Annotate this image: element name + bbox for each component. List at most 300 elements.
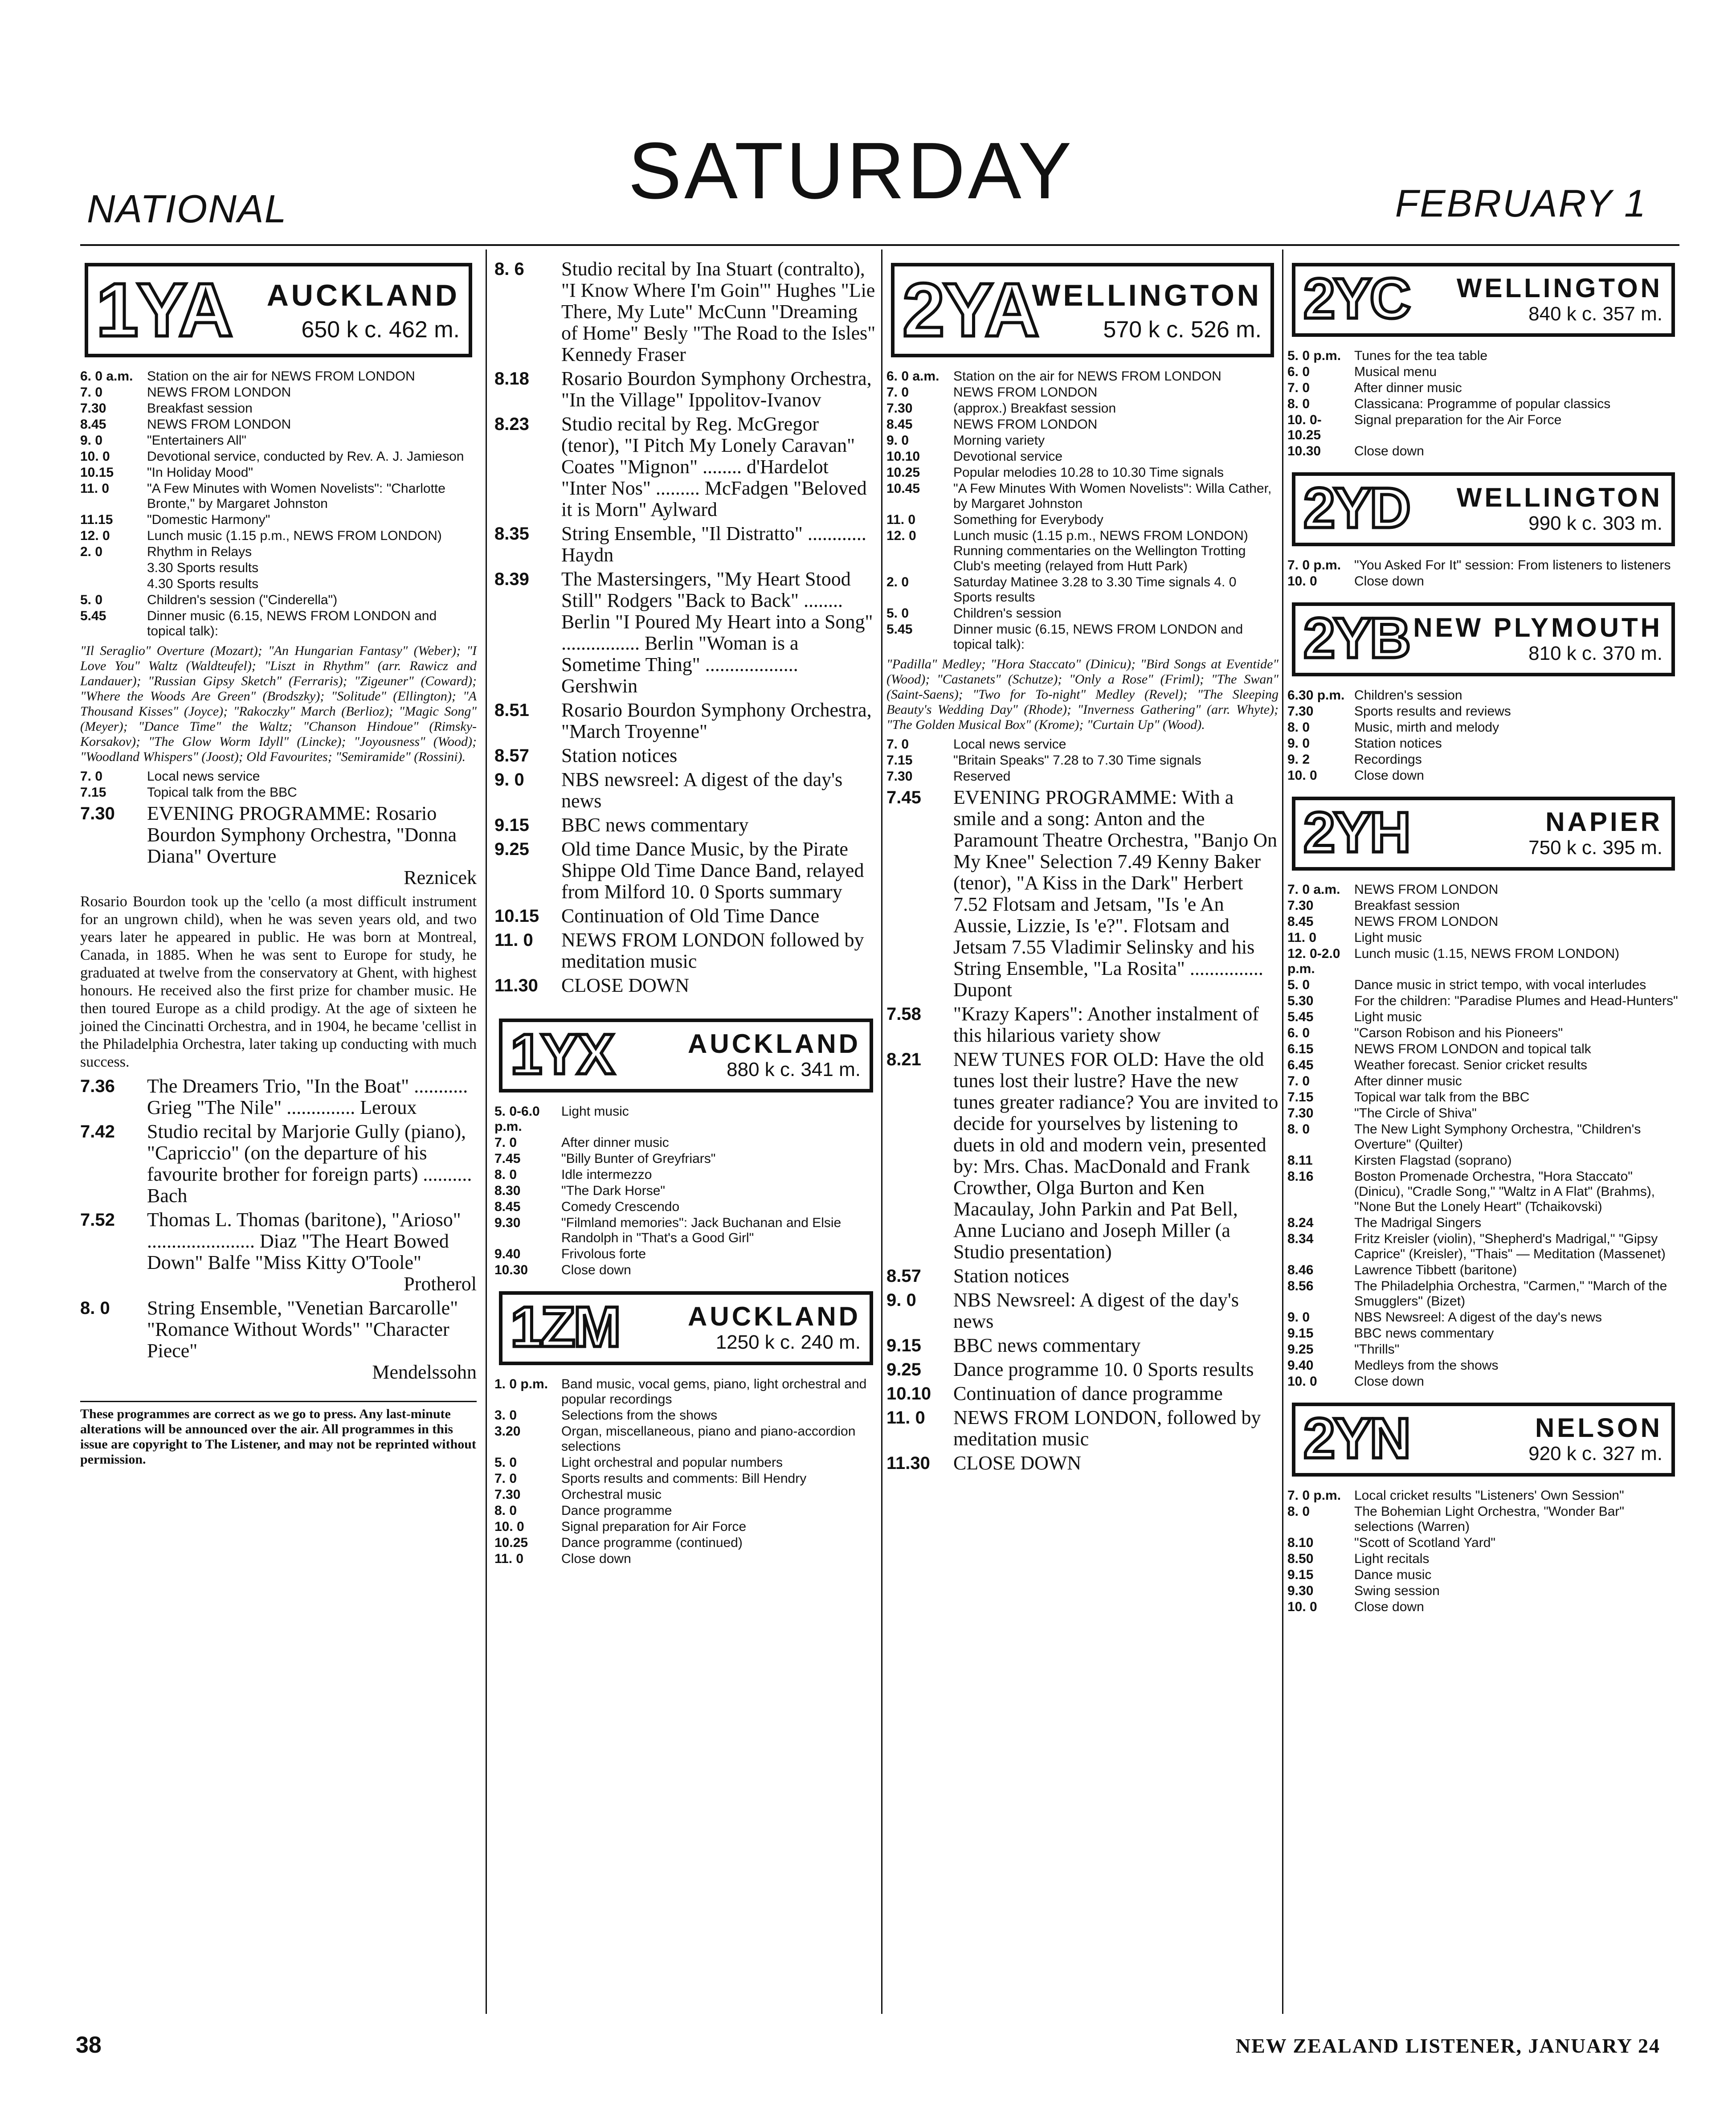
schedule-entry bbox=[886, 1452, 1279, 1474]
entry-text: Dance programme 10. 0 Sports results bbox=[953, 1358, 1254, 1380]
schedule-entry bbox=[886, 1265, 1279, 1287]
entry-text: Dance music bbox=[1354, 1567, 1432, 1582]
entry-text: Continuation of dance programme bbox=[953, 1383, 1223, 1404]
entry-text: After dinner music bbox=[561, 1135, 669, 1150]
entry-time: 8. 0 bbox=[1287, 720, 1310, 735]
entry-composer: Mendelssohn bbox=[372, 1361, 477, 1383]
station-call: 2YC bbox=[1303, 267, 1409, 331]
entry-text: Close down bbox=[561, 1551, 631, 1566]
entry-time: 11.30 bbox=[886, 1453, 930, 1473]
entry-time: 8.57 bbox=[494, 746, 529, 765]
schedule-entry bbox=[494, 1151, 878, 1166]
entry-text: Devotional service bbox=[953, 449, 1063, 464]
schedule-list bbox=[1287, 348, 1679, 459]
schedule-entry bbox=[1287, 1010, 1679, 1025]
schedule-entry bbox=[886, 528, 1279, 574]
entry-time: 9.25 bbox=[494, 839, 529, 859]
schedule-entry bbox=[886, 1407, 1279, 1450]
entry-text: BBC news commentary bbox=[561, 814, 749, 836]
schedule-entry bbox=[80, 528, 477, 544]
schedule-entry bbox=[886, 433, 1279, 448]
entry-time: 6.30 p.m. bbox=[1287, 688, 1345, 703]
entry-text: Lunch music (1.15, NEWS FROM LONDON) bbox=[1354, 946, 1620, 961]
entry-time: 10. 0 bbox=[1287, 1374, 1317, 1389]
schedule-entry bbox=[1287, 1310, 1679, 1325]
entry-time: 9.15 bbox=[1287, 1567, 1314, 1582]
entry-time: 8. 0 bbox=[1287, 397, 1310, 411]
entry-time: 5. 0-6.0 p.m. bbox=[494, 1104, 540, 1134]
entry-text: Studio recital by Reg. McGregor (tenor), "I Pitch My Lonely Caravan" Coates "Mignon" ........ d'Hardelot "Inter Nos" ......... McFadgen "Beloved it is Morn" Aylward bbox=[561, 413, 867, 520]
station-call: 2YB bbox=[1303, 606, 1409, 670]
station-call: 2YH bbox=[1303, 801, 1409, 864]
entry-text: Lunch music (1.15 p.m., NEWS FROM LONDON) Running commentaries on the Wellington Trotting Club's meeting (relayed from Hutt Park) bbox=[953, 528, 1248, 573]
schedule-entry bbox=[886, 753, 1279, 768]
entry-text: Lawrence Tibbett (baritone) bbox=[1354, 1263, 1517, 1277]
entry-time: 5. 0 bbox=[886, 606, 909, 621]
schedule-entry bbox=[1287, 1535, 1679, 1551]
column-2 bbox=[494, 250, 878, 1567]
entry-time: 12. 0 bbox=[886, 528, 916, 543]
schedule-entry bbox=[886, 512, 1279, 528]
entry-time: 5.30 bbox=[1287, 994, 1314, 1008]
station-freq: 880 k c. 341 m. bbox=[727, 1059, 861, 1080]
entry-text: NEWS FROM LONDON bbox=[1354, 882, 1499, 897]
schedule-entry bbox=[494, 1519, 878, 1534]
header-rule bbox=[80, 244, 1679, 246]
schedule-entry bbox=[886, 1383, 1279, 1404]
schedule-entry bbox=[1287, 413, 1679, 443]
schedule-entry bbox=[1287, 558, 1679, 573]
station-city: AUCKLAND bbox=[688, 1029, 861, 1059]
entry-text: The Dreamers Trio, "In the Boat" ........... Grieg "The Nile" .............. Leroux bbox=[147, 1075, 468, 1118]
entry-text: Light orchestral and popular numbers bbox=[561, 1455, 783, 1470]
entry-text: Music, mirth and melody bbox=[1354, 720, 1499, 735]
schedule-entry bbox=[494, 1135, 878, 1150]
entry-text: Close down bbox=[1354, 444, 1424, 458]
station-city: AUCKLAND bbox=[688, 1301, 861, 1331]
entry-text: Rhythm in Relays bbox=[147, 544, 252, 559]
schedule-entry bbox=[494, 368, 878, 411]
entry-time: 10.30 bbox=[494, 1263, 528, 1277]
schedule-entry bbox=[1287, 1074, 1679, 1089]
entry-text: Light recitals bbox=[1354, 1551, 1430, 1566]
entry-text: Station notices bbox=[953, 1265, 1070, 1287]
entry-time: 10. 0 bbox=[1287, 768, 1317, 783]
station-call: 1ZM bbox=[511, 1295, 619, 1359]
header-network: NATIONAL bbox=[87, 187, 287, 231]
schedule-entry bbox=[886, 1335, 1279, 1356]
entry-time: 11. 0 bbox=[886, 1408, 925, 1428]
entry-time: 12. 0-2.0 p.m. bbox=[1287, 946, 1340, 976]
schedule-entry bbox=[494, 1408, 878, 1423]
entry-time: 5. 0 bbox=[494, 1455, 517, 1470]
entry-text: Station notices bbox=[561, 745, 678, 766]
entry-text: Local cricket results "Listeners' Own Session" bbox=[1354, 1488, 1624, 1503]
schedule-entry bbox=[886, 417, 1279, 432]
schedule-entry bbox=[1287, 574, 1679, 589]
entry-time: 11. 0 bbox=[1287, 930, 1317, 945]
schedule-entry bbox=[1287, 930, 1679, 945]
schedule-entry bbox=[1287, 1106, 1679, 1121]
station-freq: 650 k c. 462 m. bbox=[301, 317, 460, 343]
entry-time: 6.15 bbox=[1287, 1042, 1314, 1056]
schedule-entry bbox=[494, 1424, 878, 1454]
entry-time: 10.30 bbox=[1287, 444, 1321, 458]
entry-time: 10.25 bbox=[886, 465, 920, 480]
entry-time: 10.10 bbox=[886, 449, 920, 464]
schedule-entry bbox=[494, 1247, 878, 1262]
entry-time: 7. 0 bbox=[886, 737, 909, 752]
entry-text: Station on the air for NEWS FROM LONDON bbox=[147, 369, 415, 384]
entry-time: 10. 0 bbox=[494, 1519, 524, 1534]
entry-time: 9.15 bbox=[886, 1336, 921, 1355]
schedule-entry bbox=[886, 769, 1279, 784]
entry-composer: Protherol bbox=[404, 1273, 477, 1295]
entry-time: 9. 0 bbox=[886, 1290, 916, 1310]
entry-time: 10. 0 bbox=[80, 449, 110, 464]
schedule-entry bbox=[1287, 736, 1679, 751]
entry-text: 3.30 Sports results bbox=[147, 561, 259, 575]
schedule-entry bbox=[1287, 364, 1679, 380]
schedule-entry bbox=[80, 561, 477, 576]
entry-text: Close down bbox=[1354, 1374, 1424, 1389]
entry-text: Local news service bbox=[147, 769, 260, 784]
entry-text: (approx.) Breakfast session bbox=[953, 401, 1116, 416]
entry-time: 10.15 bbox=[494, 906, 539, 926]
entry-text: "You Asked For It" session: From listeners to listeners bbox=[1354, 558, 1671, 573]
schedule-entry bbox=[494, 1471, 878, 1486]
schedule-entry bbox=[1287, 882, 1679, 897]
entry-text: "Thrills" bbox=[1354, 1342, 1400, 1357]
entry-text: The Bohemian Light Orchestra, "Wonder Bar" selections (Warren) bbox=[1354, 1504, 1625, 1534]
entry-time: 10.45 bbox=[886, 481, 920, 496]
schedule-entry bbox=[494, 929, 878, 972]
entry-time: 10. 0 bbox=[1287, 574, 1317, 589]
station-city: WELLINGTON bbox=[1456, 273, 1662, 303]
schedule-entry bbox=[1287, 898, 1679, 913]
entry-time: 7. 0 p.m. bbox=[1287, 1488, 1341, 1503]
schedule-entry bbox=[80, 481, 477, 511]
entry-text: Dinner music (6.15, NEWS FROM LONDON and topical talk): bbox=[953, 622, 1243, 652]
schedule-entry bbox=[494, 1183, 878, 1199]
station-city: AUCKLAND bbox=[266, 278, 460, 312]
entry-time: 7.30 bbox=[1287, 898, 1314, 913]
schedule-entry bbox=[80, 417, 477, 432]
schedule-entry bbox=[1287, 720, 1679, 735]
entry-text: Swing session bbox=[1354, 1583, 1440, 1598]
entry-text: NBS Newsreel: A digest of the day's news bbox=[953, 1289, 1239, 1332]
column-divider bbox=[486, 250, 487, 2014]
schedule-entry bbox=[80, 1076, 477, 1118]
entry-text: NEWS FROM LONDON followed by meditation music bbox=[561, 929, 864, 972]
schedule-entry bbox=[1287, 1026, 1679, 1041]
entry-text: Orchestral music bbox=[561, 1487, 662, 1502]
entry-text: Fritz Kreisler (violin), "Shepherd's Madrigal," "Gipsy Caprice" (Kreisler), "Thais" — Meditation (Massenet) bbox=[1354, 1232, 1666, 1261]
schedule-entry bbox=[494, 839, 878, 903]
schedule-entry bbox=[494, 1263, 878, 1278]
entry-time: 8.45 bbox=[886, 417, 913, 432]
entry-text: Musical menu bbox=[1354, 364, 1437, 379]
schedule-entry bbox=[80, 1121, 477, 1207]
schedule-entry bbox=[494, 1535, 878, 1551]
entry-text: NEW TUNES FOR OLD: Have the old tunes lost their lustre? Have the new tunes greater radiance? You are invited to decide for yourselves by listening to duets in old and modern vein, presented by: Mrs. Chas. MacDonald and Frank Crowther, Olga Burton and Ken Macaulay, John Parkin and Pat Bell, Anne Luciano and Joseph Miller (a Studio presentation) bbox=[953, 1048, 1279, 1263]
entry-text: Classicana: Programme of popular classics bbox=[1354, 397, 1611, 411]
entry-time: 7. 0 p.m. bbox=[1287, 558, 1341, 573]
header-day: SATURDAY bbox=[628, 126, 1074, 216]
entry-time bbox=[80, 561, 147, 576]
station-freq: 840 k c. 357 m. bbox=[1528, 303, 1662, 325]
schedule-entry bbox=[886, 1289, 1279, 1332]
schedule-entry bbox=[80, 449, 477, 464]
schedule-entry bbox=[494, 413, 878, 520]
entry-text: String Ensemble, "Il Distratto" ............ Haydn bbox=[561, 523, 866, 566]
station-box-1ya bbox=[85, 263, 472, 357]
entry-time: 9.40 bbox=[494, 1247, 521, 1261]
entry-time: 11. 0 bbox=[494, 930, 533, 950]
entry-text: Tunes for the tea table bbox=[1354, 348, 1488, 363]
schedule-entry bbox=[494, 523, 878, 566]
entry-time: 8.18 bbox=[494, 369, 529, 389]
station-freq: 1250 k c. 240 m. bbox=[715, 1331, 861, 1353]
entry-time: 8. 6 bbox=[494, 259, 524, 279]
schedule-entry bbox=[1287, 1042, 1679, 1057]
entry-text: Sports results and comments: Bill Hendry bbox=[561, 1471, 807, 1486]
schedule-entry bbox=[886, 622, 1279, 652]
entry-text: "The Circle of Shiva" bbox=[1354, 1106, 1477, 1121]
schedule-entry bbox=[1287, 1090, 1679, 1105]
entry-time: 5. 0 p.m. bbox=[1287, 348, 1341, 363]
schedule-entry bbox=[494, 745, 878, 766]
entry-text: "Carson Robison and his Pioneers" bbox=[1354, 1026, 1563, 1040]
column-divider bbox=[881, 250, 882, 2014]
entry-time: 8.11 bbox=[1287, 1153, 1313, 1168]
entry-text: The Madrigal Singers bbox=[1354, 1215, 1482, 1230]
entry-text: NBS newsreel: A digest of the day's news bbox=[561, 769, 843, 812]
entry-time: 8.50 bbox=[1287, 1551, 1314, 1566]
station-call: 1YA bbox=[96, 268, 232, 352]
entry-time: 7.52 bbox=[80, 1210, 115, 1230]
entry-text: Children's session bbox=[953, 606, 1062, 621]
schedule-entry bbox=[80, 385, 477, 400]
schedule-entry bbox=[80, 593, 477, 608]
schedule-entry bbox=[494, 1377, 878, 1407]
entry-composer: Reznicek bbox=[404, 867, 477, 888]
entry-text: Children's session bbox=[1354, 688, 1462, 703]
entry-time: 9.25 bbox=[886, 1360, 921, 1379]
schedule-entry bbox=[494, 814, 878, 836]
station-call: 2YD bbox=[1303, 476, 1409, 540]
entry-text: Continuation of Old Time Dance bbox=[561, 905, 820, 927]
entry-text: Dance programme bbox=[561, 1503, 672, 1518]
schedule-entry bbox=[1287, 946, 1679, 977]
publication-footer: NEW ZEALAND LISTENER, JANUARY 24 bbox=[1235, 2034, 1660, 2057]
entry-text: Dance music in strict tempo, with vocal interludes bbox=[1354, 978, 1646, 992]
entry-time: 7.30 bbox=[886, 401, 913, 416]
schedule-entry bbox=[1287, 1232, 1679, 1262]
entry-time: 8.57 bbox=[886, 1266, 921, 1286]
entry-time: 8.45 bbox=[80, 417, 106, 432]
entry-time: 5.45 bbox=[1287, 1010, 1314, 1024]
schedule-entry bbox=[80, 369, 477, 384]
dinner-music-list: "Il Seraglio" Overture (Mozart); "An Hungarian Fantasy" (Weber); "I Love You" Waltz (Waldteufel); "Liszt in Rhythm" (arr. Rawicz and Landauer); "Russian Gipsy Sketch" (Ferraris); "Zigeuner" (Coward); "Where the Woods Are Green" (Brodszky); "Solitude" (Ellington); "A Thousand Kisses" (Joyce); "Rakoczky" March (Berlioz); "Magic Song" (Meyer); "Dance Time" the Waltz; "Chanson Hindoue" (Rimsky-Korsakov); "The Glow Worm Idyll" (Lincke); "Joyousness" (Wood); "Woodland Whispers" (Joost); Old Favourites; "Semiramide" (Rossini). bbox=[80, 643, 477, 764]
schedule-entry bbox=[494, 1487, 878, 1502]
entry-text: Station on the air for NEWS FROM LONDON bbox=[953, 369, 1221, 384]
entry-text: Organ, miscellaneous, piano and piano-accordion selections bbox=[561, 1424, 856, 1454]
schedule-list bbox=[1287, 1488, 1679, 1615]
entry-time: 5. 0 bbox=[1287, 978, 1310, 992]
entry-text: NEWS FROM LONDON bbox=[953, 385, 1098, 400]
schedule-entry bbox=[80, 785, 477, 800]
schedule-list bbox=[1287, 558, 1679, 589]
station-call: 2YA bbox=[903, 268, 1038, 352]
entry-text: Studio recital by Marjorie Gully (piano), "Capriccio" (on the departure of his favourite brother for foreign parts) .......... Bach bbox=[147, 1121, 472, 1207]
evening-list bbox=[80, 1076, 477, 1383]
schedule-entry bbox=[494, 569, 878, 697]
schedule-entry bbox=[80, 1297, 477, 1383]
entry-text: For the children: "Paradise Plumes and Head-Hunters" bbox=[1354, 994, 1678, 1008]
entry-time: 8.35 bbox=[494, 524, 529, 544]
schedule-entry bbox=[1287, 688, 1679, 703]
entry-text: Light music bbox=[1354, 1010, 1422, 1024]
entry-text: String Ensemble, "Venetian Barcarolle" "Romance Without Words" "Character Piece" Mendelssohn bbox=[147, 1297, 477, 1383]
entry-text: The New Light Symphony Orchestra, "Children's Overture" (Quilter) bbox=[1354, 1122, 1641, 1152]
station-box-2yh bbox=[1292, 797, 1675, 871]
entry-time: 8.24 bbox=[1287, 1215, 1314, 1230]
entry-time: 5.45 bbox=[80, 609, 106, 623]
entry-time: 7. 0 a.m. bbox=[1287, 882, 1340, 897]
copyright-note: These programmes are correct as we go to press. Any last-minute alterations will be announced over the air. All programmes in this issue are copyright to The Listener, and may not be reprinted without permission. bbox=[80, 1401, 477, 1467]
entry-text: Signal preparation for the Air Force bbox=[1354, 413, 1562, 427]
entry-text: "Britain Speaks" 7.28 to 7.30 Time signals bbox=[953, 753, 1201, 768]
column-3 bbox=[886, 250, 1279, 1477]
entry-time: 6. 0 a.m. bbox=[886, 369, 939, 384]
schedule-entry bbox=[494, 769, 878, 812]
entry-time: 8.10 bbox=[1287, 1535, 1314, 1550]
entry-time: 7. 0 bbox=[494, 1135, 517, 1150]
entry-time: 8.45 bbox=[494, 1199, 521, 1214]
schedule-entry bbox=[1287, 397, 1679, 412]
entry-time: 11.30 bbox=[494, 976, 538, 995]
schedule-entry bbox=[886, 369, 1279, 384]
schedule-entry bbox=[1287, 1326, 1679, 1341]
schedule-entry bbox=[494, 1551, 878, 1567]
entry-time: 10.10 bbox=[886, 1384, 931, 1403]
schedule-list bbox=[494, 1104, 878, 1278]
schedule-entry bbox=[494, 258, 878, 365]
station-box-2ya bbox=[891, 263, 1274, 357]
schedule-entry bbox=[886, 401, 1279, 416]
entry-text: Recordings bbox=[1354, 752, 1422, 767]
schedule-entry bbox=[1287, 348, 1679, 364]
entry-text: Close down bbox=[561, 1263, 631, 1277]
schedule-entry bbox=[494, 1199, 878, 1215]
entry-text: The Philadelphia Orchestra, "Carmen," "March of the Smugglers" (Bizet) bbox=[1354, 1279, 1667, 1309]
entry-text: BBC news commentary bbox=[953, 1334, 1141, 1356]
station-box-1yx bbox=[499, 1019, 873, 1092]
schedule-entry bbox=[80, 577, 477, 592]
schedule-entry bbox=[1287, 1567, 1679, 1583]
schedule-entry bbox=[886, 385, 1279, 400]
entry-time: 7.30 bbox=[80, 804, 115, 823]
entry-time: 9.15 bbox=[494, 815, 529, 835]
schedule-list bbox=[494, 1377, 878, 1567]
station-box-2yn bbox=[1292, 1403, 1675, 1477]
schedule-entry bbox=[886, 1003, 1279, 1046]
station-city: NAPIER bbox=[1545, 807, 1662, 837]
entry-text: "Krazy Kapers": Another instalment of this hilarious variety show bbox=[953, 1003, 1259, 1046]
schedule-entry bbox=[494, 1104, 878, 1134]
entry-text: Local news service bbox=[953, 737, 1066, 752]
column-4 bbox=[1287, 250, 1679, 1616]
station-freq: 990 k c. 303 m. bbox=[1528, 512, 1662, 534]
schedule-entry bbox=[1287, 1263, 1679, 1278]
entry-time: 8. 0 bbox=[80, 1298, 110, 1318]
entry-time: 10.15 bbox=[80, 465, 114, 480]
entry-time: 9.40 bbox=[1287, 1358, 1314, 1373]
entry-time: 8.46 bbox=[1287, 1263, 1314, 1277]
entry-text: NEWS FROM LONDON and topical talk bbox=[1354, 1042, 1591, 1056]
entry-time: 8.21 bbox=[886, 1050, 921, 1069]
schedule-entry bbox=[1287, 1504, 1679, 1534]
entry-time: 7. 0 bbox=[1287, 381, 1310, 395]
entry-text: "Billy Bunter of Greyfriars" bbox=[561, 1151, 716, 1166]
entry-text: Rosario Bourdon Symphony Orchestra, "In the Village" Ippolitov-Ivanov bbox=[561, 368, 872, 411]
station-city: WELLINGTON bbox=[1032, 278, 1262, 312]
schedule-entry bbox=[1287, 752, 1679, 767]
entry-time: 8.16 bbox=[1287, 1169, 1314, 1184]
entry-text: "Entertainers All" bbox=[147, 433, 247, 448]
schedule-entry bbox=[886, 1359, 1279, 1380]
entry-text: Frivolous forte bbox=[561, 1247, 646, 1261]
schedule-list bbox=[1287, 882, 1679, 1389]
entry-text: Thomas L. Thomas (baritone), "Arioso" ...................... Diaz "The Heart Bowed Down" Balfe "Miss Kitty O'Toole" Protherol bbox=[147, 1209, 477, 1295]
station-box-2yc bbox=[1292, 263, 1675, 337]
schedule-entry bbox=[1287, 1600, 1679, 1615]
schedule-entry bbox=[886, 449, 1279, 464]
entry-text: After dinner music bbox=[1354, 381, 1462, 395]
station-box-2yb bbox=[1292, 602, 1675, 676]
bio-paragraph: Rosario Bourdon took up the 'cello (a most difficult instrument for an ungrown child), when he was seven years old, and two years later he appeared in public. He was born at Montreal, Canada, in 1885. When he was sent to Europe for study, he graduated at twelve from the conservatory at Ghent, with highest honours. He received also the first prize for chamber music. He then toured Europe as a child prodigy. At the age of sixteen he joined the Cincinatti Orchestra, and in 1904, he became 'cellist in the Philadelphia Orchestra, later taking up conducting with much success. bbox=[80, 893, 477, 1070]
entry-time: 11. 0 bbox=[886, 512, 916, 527]
entry-time: 8.39 bbox=[494, 569, 529, 589]
entry-text: Old time Dance Music, by the Pirate Shippe Old Time Dance Band, relayed from Milford 10. 0 Sports summary bbox=[561, 838, 864, 903]
entry-text: Reserved bbox=[953, 769, 1011, 784]
schedule-entry bbox=[1287, 1374, 1679, 1389]
entry-text: Breakfast session bbox=[1354, 898, 1460, 913]
schedule-entry bbox=[494, 1167, 878, 1182]
entry-text: NEWS FROM LONDON bbox=[147, 417, 291, 432]
entry-text: Light music bbox=[561, 1104, 629, 1119]
column-1 bbox=[80, 250, 477, 1467]
schedule-list bbox=[80, 369, 477, 639]
entry-text: Boston Promenade Orchestra, "Hora Staccato" (Dinicu), "Cradle Song," "Waltz in A Flat" (Brahms), "None But the Lonely Heart" (Tchaikovski) bbox=[1354, 1169, 1655, 1214]
entry-time: 9.30 bbox=[1287, 1583, 1314, 1598]
entry-time: 2. 0 bbox=[886, 575, 909, 589]
entry-time: 7.45 bbox=[494, 1151, 521, 1166]
entry-text: Children's session ("Cinderella") bbox=[147, 593, 338, 607]
schedule-entry bbox=[1287, 381, 1679, 396]
entry-time: 8.56 bbox=[1287, 1279, 1314, 1293]
entry-time: 7.42 bbox=[80, 1122, 115, 1142]
schedule-entry bbox=[80, 609, 477, 639]
entry-text: "Scott of Scotland Yard" bbox=[1354, 1535, 1496, 1550]
entry-time: 9. 0 bbox=[494, 770, 524, 790]
entry-text: Lunch music (1.15 p.m., NEWS FROM LONDON) bbox=[147, 528, 442, 543]
schedule-entry bbox=[1287, 704, 1679, 719]
entry-text: Topical war talk from the BBC bbox=[1354, 1090, 1530, 1105]
schedule-entry bbox=[1287, 978, 1679, 993]
entry-time: 2. 0 bbox=[80, 544, 103, 559]
